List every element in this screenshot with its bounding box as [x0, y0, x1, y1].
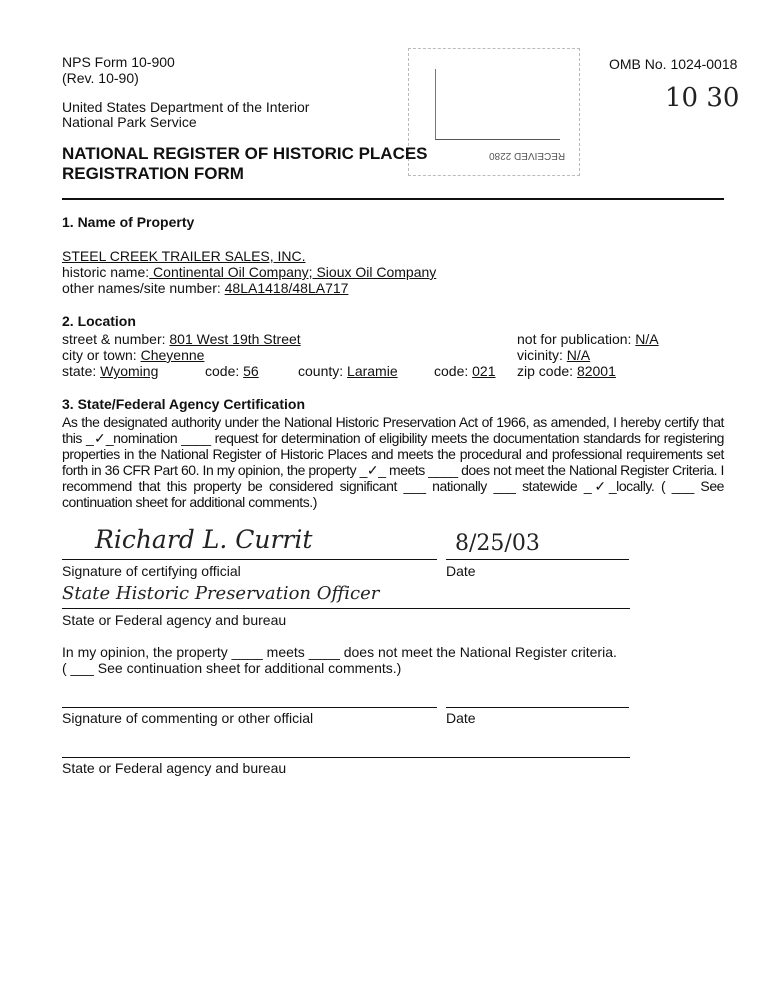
comment-date-line — [446, 707, 629, 708]
state-code-label: code: — [205, 363, 240, 379]
form-number: NPS Form 10-900 — [62, 54, 175, 70]
property-name: STEEL CREEK TRAILER SALES, INC. — [62, 248, 306, 264]
header-divider — [62, 198, 724, 200]
form-title: NATIONAL REGISTER OF HISTORIC PLACES — [62, 144, 428, 163]
vicinity-label: vicinity: — [517, 347, 563, 363]
agency-label: State or Federal agency and bureau — [62, 612, 287, 628]
agency-line — [62, 608, 630, 609]
section1-heading: 1. Name of Property — [62, 214, 195, 230]
certifying-signature: Richard L. Currit — [95, 525, 313, 554]
signature-label: Signature of certifying official — [62, 563, 241, 579]
street-value: 801 West 19th Street — [169, 331, 301, 347]
handwritten-number: 10 30 — [665, 83, 740, 113]
signature-line — [62, 559, 437, 560]
section2-heading: 2. Location — [62, 313, 136, 329]
section3-heading: 3. State/Federal Agency Certification — [62, 396, 305, 412]
state-label: state: — [62, 363, 97, 379]
county-value: Laramie — [347, 363, 398, 379]
county-code-value: 021 — [472, 363, 496, 379]
zip-value: 82001 — [576, 363, 616, 379]
received-stamp — [408, 48, 580, 176]
state-code-value: 56 — [243, 363, 259, 379]
handwritten-date: 8/25/03 — [455, 531, 540, 556]
county-code-label: code: — [434, 363, 469, 379]
city-value: Cheyenne — [140, 347, 205, 363]
date-line — [446, 559, 629, 560]
form-revision: (Rev. 10-90) — [62, 70, 139, 86]
historic-name-value: Continental Oil Company; Sioux Oil Company — [149, 264, 437, 280]
zip-label: zip code: — [517, 363, 574, 379]
nfp-label: not for publication: — [517, 331, 632, 347]
comment-date-label: Date — [446, 710, 476, 726]
service: National Park Service — [62, 114, 197, 130]
form-subtitle: REGISTRATION FORM — [62, 164, 244, 183]
date-label: Date — [446, 563, 476, 579]
agency2-line — [62, 757, 630, 758]
other-names-label: other names/site number: — [62, 280, 221, 296]
opinion-line1: In my opinion, the property ____ meets ____ does not meet the National Register criteria. — [62, 644, 617, 660]
certification-paragraph: As the designated authority under the National Historic Preservation Act of 1966, as amended, I hereby certify that this _✓_nomination ____ request for determination of eligibility meets the documentation standards for registering properties in the National Register of Historic Places and meets the procedural and professional requirements set forth in 36 CFR Part 60. In my opinion, the property _✓_ meets ____ does not meet the National Register Criteria. I recommend that this property be considered significant ___ nationally ___ statewide _✓_locally. ( ___ See continuation sheet for additional comments.) — [62, 414, 724, 510]
city-label: city or town: — [62, 347, 137, 363]
state-value: Wyoming — [100, 363, 159, 379]
comment-signature-line — [62, 707, 437, 708]
agency2-label: State or Federal agency and bureau — [62, 760, 287, 776]
historic-name-label: historic name: — [62, 264, 150, 280]
vicinity-value: N/A — [566, 347, 591, 363]
nfp-value: N/A — [635, 331, 659, 347]
other-names-value: 48LA1418/48LA717 — [224, 280, 349, 296]
street-label: street & number: — [62, 331, 166, 347]
opinion-line2: ( ___ See continuation sheet for additional comments.) — [62, 660, 402, 676]
county-label: county: — [298, 363, 344, 379]
omb-number: OMB No. 1024-0018 — [609, 56, 738, 72]
comment-signature-label: Signature of commenting or other official — [62, 710, 314, 726]
stamp-text: RECEIVED 2280 — [489, 150, 566, 161]
department: United States Department of the Interior — [62, 99, 310, 115]
handwritten-title: State Historic Preservation Officer — [62, 583, 380, 604]
